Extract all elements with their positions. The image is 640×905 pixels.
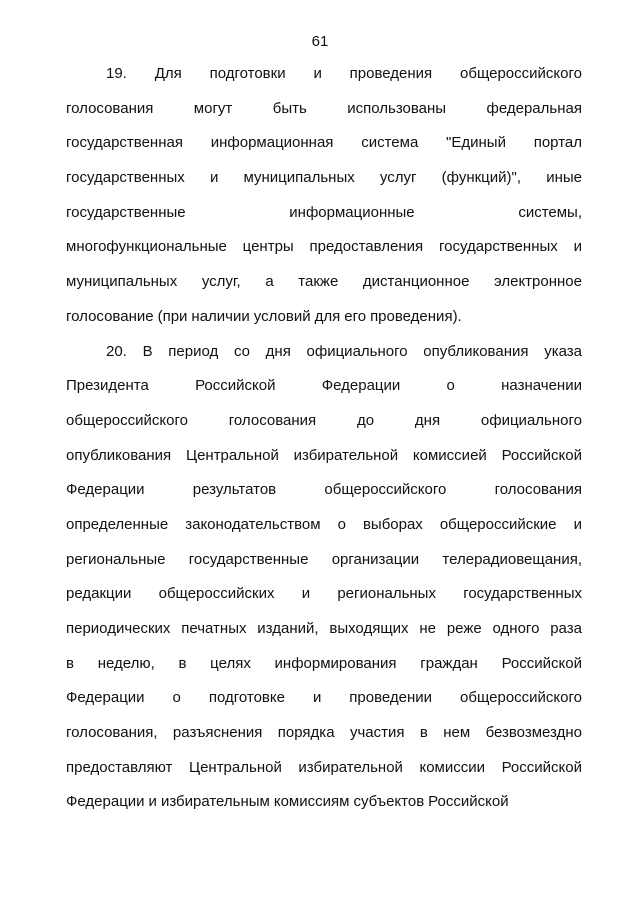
word: (функций)",	[441, 169, 522, 187]
word: общероссийского	[324, 481, 447, 499]
word: муниципальных	[66, 273, 178, 291]
word: электронное	[494, 273, 582, 291]
word: федеральная	[486, 99, 582, 117]
word: подготовки	[209, 65, 286, 82]
word: региональные	[66, 550, 166, 568]
word: использованы	[347, 99, 447, 117]
word: Федерации	[321, 377, 401, 395]
word: выборах	[362, 515, 423, 533]
word: Федерации	[66, 793, 145, 811]
word: назначении	[501, 377, 582, 395]
text-line	[66, 95, 582, 130]
word: законодательством	[185, 515, 321, 533]
word: дня	[414, 411, 441, 429]
word: голосования	[228, 411, 317, 429]
word: реже	[446, 620, 482, 637]
text-line	[66, 164, 582, 199]
word: Для	[154, 65, 182, 82]
word: в	[419, 724, 428, 742]
word: Российской	[501, 758, 582, 776]
word: проведения	[349, 65, 433, 82]
word: не	[419, 620, 436, 637]
word: редакции	[66, 585, 132, 603]
word: Российской	[195, 377, 276, 395]
word: Федерации	[66, 481, 145, 499]
word: о	[172, 689, 181, 707]
word: муниципальных	[243, 169, 355, 187]
word: официального	[480, 411, 582, 429]
word: государственных	[66, 169, 185, 187]
text-line	[66, 199, 582, 234]
word: определенные	[66, 515, 169, 533]
word: государственных	[463, 585, 582, 603]
word: избирательной	[293, 446, 399, 464]
word: нем	[443, 724, 471, 742]
word: государственные	[66, 203, 186, 221]
word: общероссийского	[66, 411, 188, 429]
word: система	[361, 134, 419, 152]
word: могут	[193, 99, 233, 117]
word: со	[233, 342, 250, 360]
word: В	[142, 342, 153, 360]
word: его	[344, 307, 367, 325]
word: и	[301, 585, 311, 603]
word: комиссиям	[273, 793, 350, 811]
word: 20.	[106, 342, 127, 360]
word: избирательным	[160, 793, 270, 811]
word: Президента	[66, 377, 149, 395]
word: Центральной	[188, 758, 282, 776]
word: для	[314, 307, 341, 325]
word: информационные	[289, 203, 415, 221]
word: Российской	[501, 654, 582, 672]
word: государственных	[438, 238, 558, 256]
word: проведении	[349, 689, 433, 707]
word: услуг	[379, 169, 417, 187]
text-line	[66, 442, 582, 477]
word: Российской	[501, 446, 582, 464]
word: порядка	[277, 724, 335, 742]
word: государственные	[188, 550, 309, 568]
word: раза	[550, 620, 582, 637]
word: целях	[210, 654, 251, 672]
word: разъяснения	[172, 724, 263, 742]
text-line	[66, 650, 582, 685]
word: дня	[265, 342, 291, 360]
word: Российской	[428, 793, 509, 811]
word: центры	[242, 238, 294, 256]
word: общероссийского	[460, 65, 582, 82]
word: периодических	[66, 620, 171, 637]
word: предоставляют	[66, 758, 173, 776]
word: государственная	[66, 134, 183, 152]
word: период	[168, 342, 219, 360]
word: иные	[546, 169, 582, 187]
word: выходящих	[329, 620, 409, 637]
text-line	[66, 546, 582, 581]
word: системы,	[518, 203, 582, 221]
word: голосования,	[66, 724, 158, 742]
text-line	[66, 129, 582, 164]
word: (при	[157, 307, 188, 325]
word: информирования	[274, 654, 397, 672]
text-line	[66, 615, 582, 650]
text-line	[66, 60, 582, 95]
text-line	[66, 338, 582, 373]
text-line	[66, 233, 582, 268]
text-line	[66, 719, 582, 754]
word: избирательной	[298, 758, 403, 776]
text-line	[66, 407, 582, 442]
text-line	[66, 511, 582, 546]
word: подготовке	[208, 689, 285, 707]
word: комиссии	[419, 758, 486, 776]
text-line	[66, 303, 582, 338]
text-line	[66, 788, 582, 823]
word: а	[265, 273, 274, 291]
word: голосования	[494, 481, 582, 499]
word: опубликования	[66, 446, 172, 464]
word: Федерации	[66, 689, 145, 707]
word: и	[313, 65, 322, 82]
word: о	[446, 377, 455, 395]
word: общероссийского	[460, 689, 582, 707]
word: общероссийских	[158, 585, 275, 603]
text-line	[66, 268, 582, 303]
word: неделю,	[97, 654, 155, 672]
word: результатов	[192, 481, 277, 499]
word: общероссийские	[439, 515, 557, 533]
page-number: 61	[311, 33, 329, 50]
word: услуг,	[201, 273, 241, 291]
text-line	[66, 476, 582, 511]
word: голосование	[66, 307, 154, 325]
text-line	[66, 684, 582, 719]
word: 19.	[106, 65, 127, 82]
word: условий	[253, 307, 311, 325]
text-line	[66, 754, 582, 789]
word: одного	[492, 620, 540, 637]
word: голосования	[66, 99, 154, 117]
word: проведения).	[370, 307, 462, 325]
word: многофункциональные	[66, 238, 227, 256]
word: субъектов	[353, 793, 425, 811]
word: региональных	[337, 585, 436, 603]
word: комиссией	[412, 446, 487, 464]
word: также	[298, 273, 339, 291]
word: изданий,	[257, 620, 319, 637]
word: наличии	[191, 307, 250, 325]
word: опубликования	[423, 342, 529, 360]
text-line	[66, 580, 582, 615]
word: и	[312, 689, 322, 707]
word: "Единый	[446, 134, 506, 152]
word: граждан	[420, 654, 478, 672]
word: в	[178, 654, 187, 672]
word: и	[209, 169, 219, 187]
word: информационная	[210, 134, 334, 152]
word: организации	[331, 550, 420, 568]
word: и	[573, 238, 582, 256]
word: быть	[272, 99, 307, 117]
word: о	[337, 515, 346, 533]
word: телерадиовещания,	[442, 550, 582, 568]
word: до	[356, 411, 375, 429]
word: указа	[544, 342, 582, 360]
text-line	[66, 372, 582, 407]
word: портал	[533, 134, 582, 152]
word: печатных	[181, 620, 247, 637]
document-body	[66, 60, 582, 823]
word: официального	[306, 342, 408, 360]
word: предоставления	[309, 238, 424, 256]
word: участия	[349, 724, 405, 742]
word: в	[66, 654, 74, 672]
word: и	[573, 515, 582, 533]
word: Центральной	[185, 446, 279, 464]
word: дистанционное	[362, 273, 470, 291]
word: безвозмездно	[485, 724, 582, 742]
word: и	[148, 793, 157, 811]
